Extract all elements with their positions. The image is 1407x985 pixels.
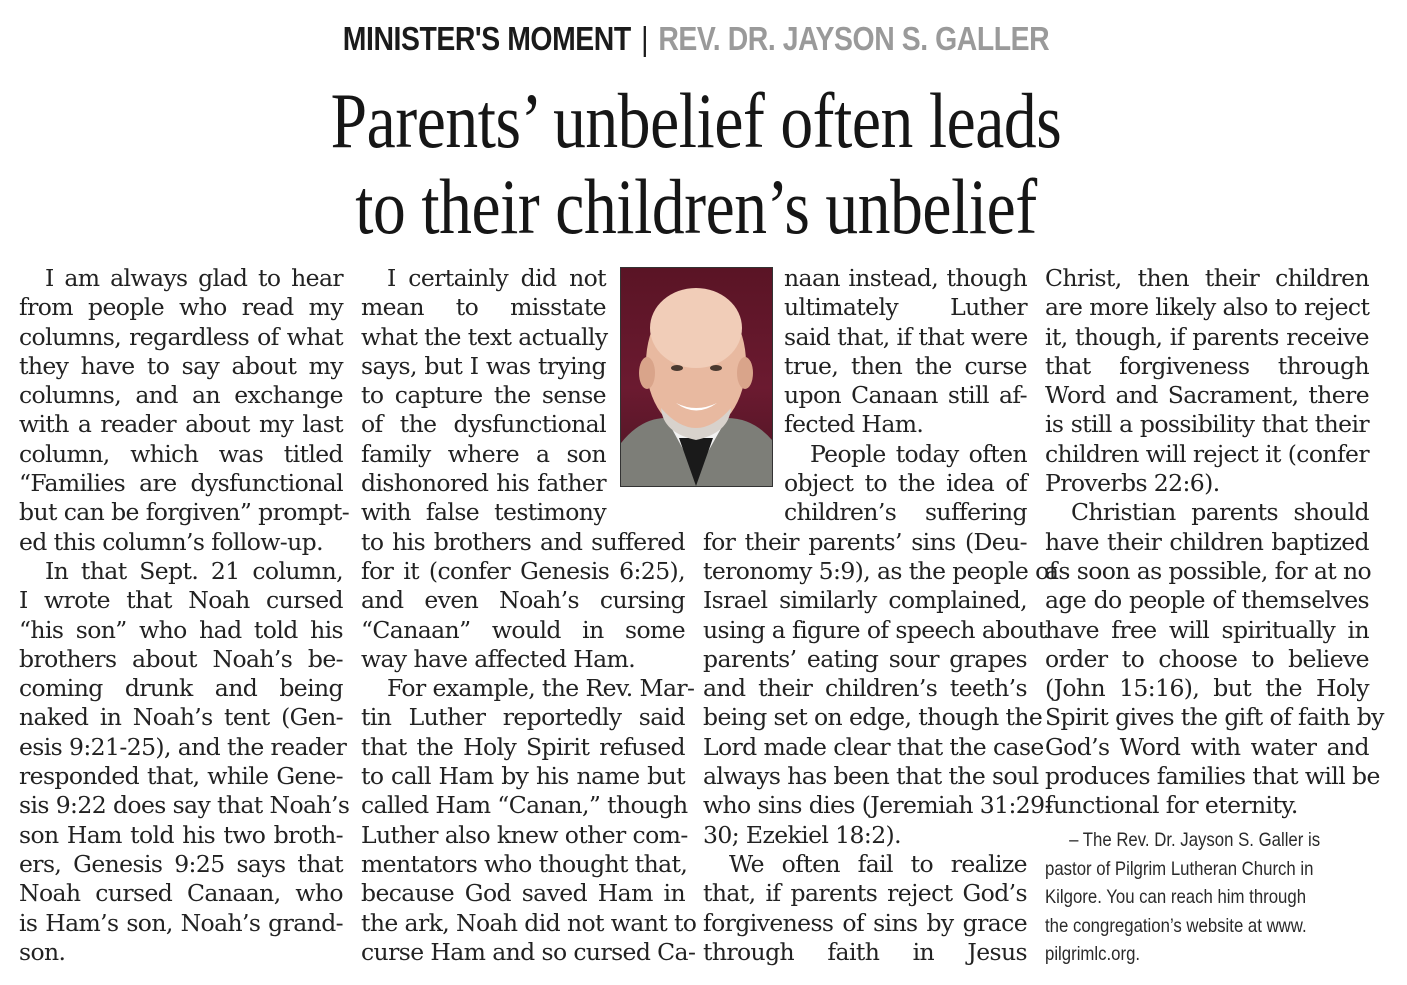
article-text-line: have free will spiritually in <box>1045 615 1369 644</box>
article-text-line: curse Ham and so cursed Ca- <box>361 937 696 966</box>
article-text-line: using a figure of speech about <box>703 615 1047 644</box>
article-text-line: responded that, while Gene- <box>19 762 343 791</box>
article-text-line: forgiveness of sins by grace <box>703 908 1027 937</box>
article-text-line: People today often <box>810 439 1027 468</box>
article-column-3 <box>703 264 1057 967</box>
article-text-line: it, though, if parents receive <box>1045 322 1369 351</box>
article-text-line: functional for eternity. <box>1045 791 1298 820</box>
article-text-line: have their children baptized <box>1045 527 1369 556</box>
article-text-line: of the dysfunctional <box>361 410 606 439</box>
article-text-line: being set on edge, though the <box>703 703 1043 732</box>
article-text-line: always has been that the soul <box>703 762 1039 791</box>
article-text-line: esis 9:21-25), and the reader <box>19 732 347 761</box>
article-text-line: parents’ eating sour grapes <box>703 644 1027 673</box>
article-text-line: ed this column’s follow-up. <box>19 527 323 556</box>
article-text-line: called Ham “Canan,” though <box>361 791 688 820</box>
article-text-line: God’s Word with water and <box>1045 732 1369 761</box>
article-text-line: with false testimony <box>361 498 606 527</box>
article-column-2 <box>361 264 697 967</box>
article-text-line: and their children’s teeth’s <box>703 674 1027 703</box>
article-text-line: children’s suffering <box>784 498 1027 527</box>
article-text-line: mentators who thought that, <box>361 849 688 878</box>
article-text-line: Word and Sacrament, there <box>1045 381 1369 410</box>
article-text-line: For example, the Rev. Mar- <box>387 674 695 703</box>
author-bio-line: Kilgore. You can reach him through <box>1045 886 1307 908</box>
column-kicker <box>97 20 1294 58</box>
column-name: MINISTER'S MOMENT <box>342 20 631 57</box>
article-text-line: is Ham’s son, Noah’s grand- <box>19 908 343 937</box>
article-text-line: We often fail to realize <box>729 849 1027 878</box>
article-text-line: the ark, Noah did not want to <box>361 908 697 937</box>
article-text-line: as soon as possible, for at no <box>1045 556 1372 585</box>
article-text-line: that, if parents reject God’s <box>703 879 1027 908</box>
article-text-line: columns, regardless of what <box>19 322 343 351</box>
article-text-line: Christian parents should <box>1071 498 1369 527</box>
article-text-line: brothers about Noah’s be- <box>19 644 343 673</box>
author-bio-line: pastor of Pilgrim Lutheran Church in <box>1045 857 1314 880</box>
article-text-line: naked in Noah’s tent (Gen- <box>19 703 343 732</box>
article-text-line: are more likely also to reject <box>1045 293 1370 322</box>
article-text-line: way have affected Ham. <box>361 644 636 673</box>
article-text-line: order to choose to believe <box>1045 644 1369 673</box>
article-text-line: “his son” who had told his <box>19 615 343 644</box>
article-text-line: to call Ham by his name but <box>361 762 685 791</box>
article-text-line: through faith in Jesus <box>703 937 1027 966</box>
article-text-line: I wrote that Noah cursed <box>19 586 343 615</box>
article-text-line: for their parents’ sins (Deu- <box>703 527 1027 556</box>
article-text-line: (John 15:16), but the Holy <box>1045 674 1369 703</box>
article-text-line: age do people of themselves <box>1045 586 1369 615</box>
article-text-line: column, which was titled <box>19 439 343 468</box>
article-text-line: tin Luther reportedly said <box>361 703 685 732</box>
article-text-line: I certainly did not <box>387 264 606 292</box>
article-text-line: and even Noah’s cursing <box>361 586 685 615</box>
article-text-line: to his brothers and suffered <box>361 527 685 556</box>
article-text-line: ers, Genesis 9:25 says that <box>19 849 343 878</box>
article-text-line: teronomy 5:9), as the people of <box>703 556 1057 585</box>
article-text-line: produces families that will be <box>1045 762 1380 791</box>
article-text-line: but can be forgiven” prompt- <box>19 498 350 527</box>
article-text-line: coming drunk and being <box>19 674 343 703</box>
article-text-line: for it (confer Genesis 6:25), <box>361 556 685 585</box>
article-text-line: son Ham told his two broth- <box>19 820 343 849</box>
article-text-line: mean to misstate <box>361 293 606 322</box>
headline-line-2: to their children’s unbelief <box>355 163 1037 250</box>
kicker-separator: | <box>641 20 649 57</box>
article-text-line: upon Canaan still af- <box>784 381 1027 410</box>
article-text-line: because God saved Ham in <box>361 879 685 908</box>
article-column-1 <box>19 264 350 967</box>
article-text-line: dishonored his father <box>361 469 606 498</box>
article-text-line: family where a son <box>361 439 606 468</box>
article-text-line: said that, if that were <box>784 322 1028 351</box>
article-text-line: with a reader about my last <box>19 410 343 439</box>
article-text-line: that the Holy Spirit refused <box>361 732 685 761</box>
article-text-line: true, then the curse <box>784 351 1027 380</box>
article-text-line: what the text actually <box>361 322 608 351</box>
article-text-line: Noah cursed Canaan, who <box>19 879 343 908</box>
article-text-line: children will reject it (confer <box>1045 439 1369 468</box>
author-bio-line: – The Rev. Dr. Jayson S. Galler is <box>1069 829 1321 851</box>
article-text-line: that forgiveness through <box>1045 351 1369 380</box>
article-text-line: columns, and an exchange <box>19 381 343 410</box>
article-text-line: fected Ham. <box>784 410 924 439</box>
article-text-line: I am always glad to hear <box>45 264 343 292</box>
article-text-line: who sins dies (Jeremiah 31:29- <box>703 791 1052 820</box>
article-text-line: to capture the sense <box>361 381 606 410</box>
article-text-line: says, but I was trying <box>361 351 606 380</box>
article-text-line: ultimately Luther <box>784 293 1027 322</box>
article-text-line: 30; Ezekiel 18:2). <box>703 820 901 849</box>
headline-line-1: Parents’ unbelief often leads <box>330 77 1062 164</box>
article-text-line: Israel similarly complained, <box>703 586 1027 615</box>
article-text-line: son. <box>19 937 66 966</box>
article-text-line: from people who read my <box>19 293 343 322</box>
author-bio-line: the congregation’s website at www. <box>1045 914 1307 937</box>
article-text-line: sis 9:22 does say that Noah’s <box>19 791 350 820</box>
article-text-line: Luther also knew other com- <box>361 820 688 849</box>
article-text-line: In that Sept. 21 column, <box>45 556 343 585</box>
byline: REV. DR. JAYSON S. GALLER <box>658 20 1050 57</box>
article-text-line: is still a possibility that their <box>1045 410 1369 439</box>
article-text-line: object to the idea of <box>784 469 1027 498</box>
article-text-line: naan instead, though <box>784 264 1027 292</box>
article-text-line: Lord made clear that the case <box>703 732 1044 761</box>
article-text-line: “Families are dysfunctional <box>19 469 343 498</box>
article-text-line: they have to say about my <box>19 351 343 380</box>
article-text-line: Proverbs 22:6). <box>1045 469 1220 498</box>
article-column-4 <box>1045 264 1384 821</box>
author-bio-line: pilgrimlc.org. <box>1045 943 1141 965</box>
author-bio <box>1045 826 1337 969</box>
article-text-line: Spirit gives the gift of faith by <box>1045 703 1384 732</box>
article-text-line: Christ, then their children <box>1045 264 1369 292</box>
headline <box>111 78 1280 250</box>
article-text-line: “Canaan” would in some <box>361 615 685 644</box>
